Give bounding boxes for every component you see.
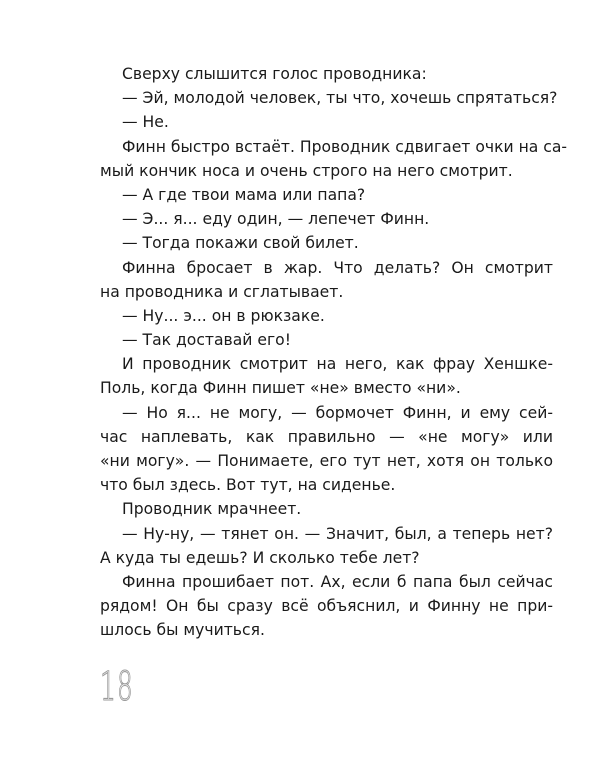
text-line: — Ну... э... он в рюкзаке. (122, 306, 325, 325)
text-line: — Так доставай его! (122, 331, 291, 350)
text-line: — А где твои мама или папа? (122, 185, 366, 204)
text-line: Финн быстро встаёт. Проводник сдвигает очки на са- (122, 137, 568, 156)
text-line: шлось бы мучиться. (100, 621, 265, 640)
text-line: мый кончик носа и очень строго на него смотрит. (100, 161, 513, 180)
text-line: Проводник мрачнеет. (122, 500, 302, 519)
text-line: — Э... я... еду один, — лепечет Финн. (122, 210, 430, 229)
text-line: Финна прошибает пот. Ах, если б папа был сейчас (122, 572, 553, 591)
text-line: — Но я... не могу, — бормочет Финн, и ему сей- (122, 403, 553, 422)
text-line: И проводник смотрит на него, как фрау Хеншке- (122, 355, 553, 374)
text-line: на проводника и сглатывает. (100, 282, 344, 301)
body-text (100, 62, 568, 643)
text-line: — Тогда покажи свой билет. (122, 234, 359, 253)
text-line: что был здесь. Вот тут, на сиденье. (100, 476, 396, 495)
text-line: — Не. (122, 113, 169, 132)
text-line: Финна бросает в жар. Что делать? Он смотрит (122, 258, 553, 277)
text-line: Поль, когда Финн пишет «не» вместо «ни». (100, 379, 461, 398)
text-line: Сверху слышится голос проводника: (122, 65, 427, 83)
text-line: — Эй, молодой человек, ты что, хочешь спрятаться? (122, 89, 558, 108)
text-line: «ни могу». — Понимаете, его тут нет, хотя он только (100, 452, 553, 470)
text-line: час наплевать, как правильно — «не могу» или (100, 427, 553, 446)
text-line: рядом! Он бы сразу всё объяснил, и Финну не при- (100, 597, 553, 616)
page-number: 18 (100, 664, 135, 710)
text-line: — Ну-ну, — тянет он. — Значит, был, а теперь нет? (122, 524, 553, 543)
text-line: А куда ты едешь? И сколько тебе лет? (100, 548, 420, 567)
